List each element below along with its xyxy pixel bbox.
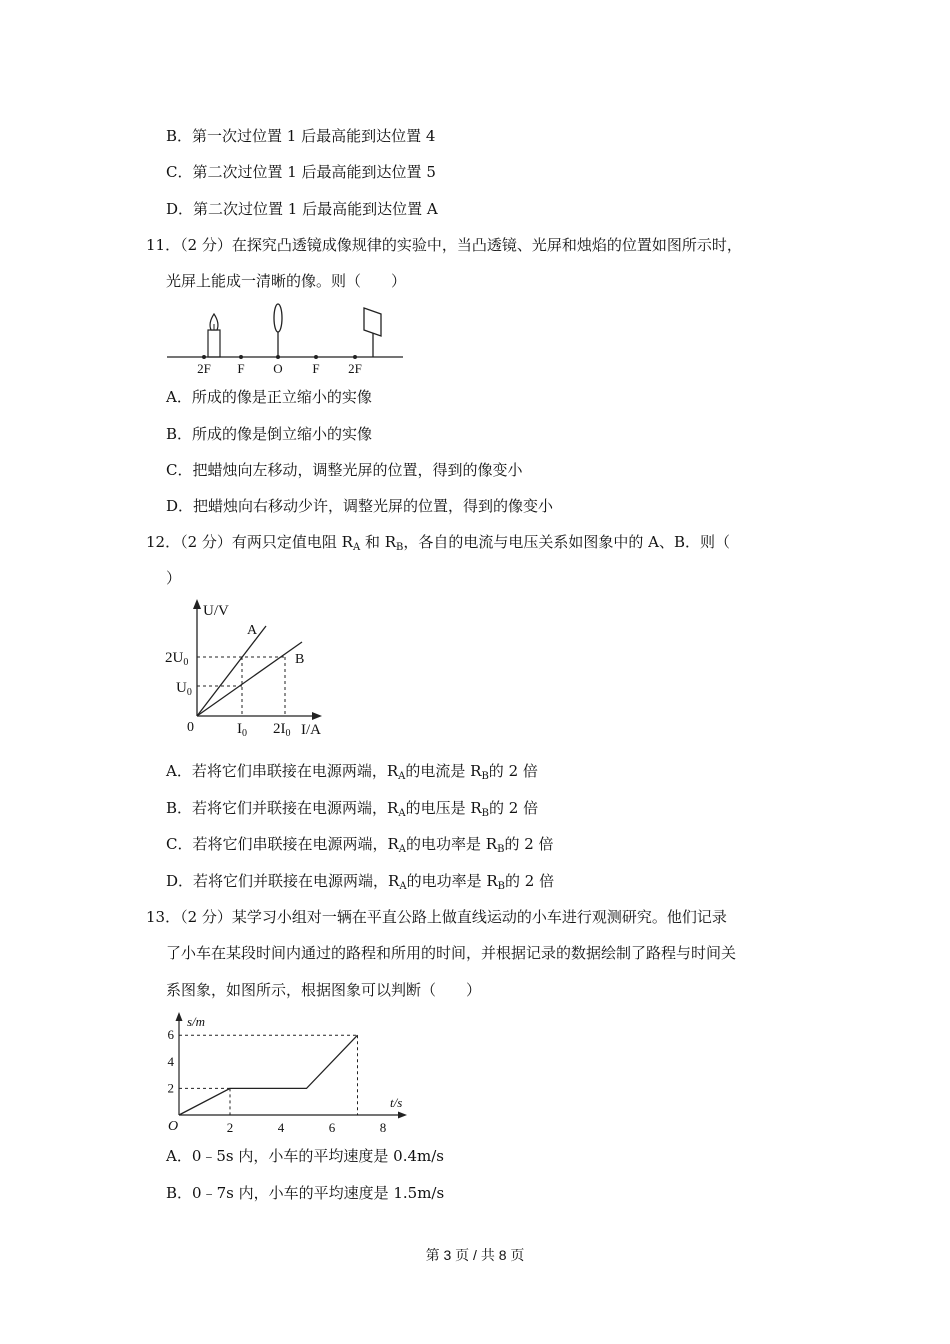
distance-time-line (179, 1035, 358, 1115)
q11-stem-line2: 光屏上能成一清晰的像。则（ ） (166, 272, 407, 290)
y-axis-label: U/V (203, 603, 229, 619)
line-a-label: A (247, 623, 258, 638)
convex-lens-shape (274, 304, 282, 332)
q11-option-d: D．把蜡烛向右移动少许，调整光屏的位置，得到的像变小 (166, 497, 554, 515)
q12-stem-line2: ） (166, 569, 182, 587)
x-tick-2i0: $2I_0$ (273, 721, 291, 739)
q13-option-b: B．0﹣7s 内，小车的平均速度是 1.5m/s (166, 1184, 445, 1202)
st-y-tick-label: 6 (167, 1027, 174, 1043)
q11-stem-line1: 11．（2 分）在探究凸透镜成像规律的实验中，当凸透镜、光屏和烛焰的位置如图所示时， (146, 236, 742, 254)
origin-label: 0 (187, 720, 194, 735)
q13-option-a: A．0﹣5s 内，小车的平均速度是 0.4m/s (166, 1147, 444, 1165)
st-x-tick-label: 8 (379, 1120, 387, 1135)
st-x-axis-label: t/s (390, 1095, 403, 1110)
q13-stem-line3: 系图象，如图所示，根据图象可以判断（ ） (166, 981, 482, 999)
q10-option-c: C．第二次过位置 1 后最高能到达位置 5 (166, 163, 436, 181)
iu-graph (165, 595, 335, 745)
st-origin-label: O (168, 1119, 179, 1134)
y-tick-2u0: $2U_0$ (165, 650, 189, 668)
q12-stem-line1: 12．（2 分）有两只定值电阻 $R_A$ 和 $R_B$，各自的电流与电压关系如图象中的 A、B．则（ (146, 533, 731, 553)
q12-option-b: B．若将它们并联接在电源两端，$R_A$的电压是 $R_B$的 2 倍 (166, 799, 539, 819)
light-screen-shape (364, 308, 381, 336)
q13-stem-line2: 了小车在某段时间内通过的路程和所用的时间，并根据记录的数据绘制了路程与时间关 (166, 944, 737, 962)
st-x-tick-label: 2 (226, 1120, 234, 1135)
tick-label-f-left: F (237, 361, 245, 376)
q13-stem-line1: 13．（2 分）某学习小组对一辆在平直公路上做直线运动的小车进行观测研究。他们记录 (146, 908, 727, 926)
st-y-tick-label: 4 (167, 1053, 174, 1069)
tick-label-f-right: F (312, 361, 320, 376)
q10-option-d: D．第二次过位置 1 后最高能到达位置 A (166, 200, 438, 218)
page-footer: 第 3 页 / 共 8 页 (425, 1247, 525, 1263)
q12-option-c: C．若将它们串联接在电源两端，$R_A$的电功率是 $R_B$的 2 倍 (166, 835, 554, 855)
st-y-tick-label: 2 (167, 1080, 174, 1096)
candle-shape (208, 330, 220, 357)
y-tick-u0: $U_0$ (176, 680, 192, 698)
q11-option-b: B．所成的像是倒立缩小的实像 (166, 425, 373, 443)
line-a (197, 626, 266, 716)
q10-option-b: B．第一次过位置 1 后最高能到达位置 4 (166, 127, 436, 145)
line-b (197, 642, 305, 716)
st-x-tick-label: 4 (277, 1120, 285, 1135)
q12-option-d: D．若将它们并联接在电源两端，$R_A$的电功率是 $R_B$的 2 倍 (166, 872, 555, 892)
q11-option-a: A．所成的像是正立缩小的实像 (166, 388, 372, 406)
st-graph (165, 1010, 415, 1140)
tick-label-o: O (273, 361, 283, 376)
x-tick-i0: $I_0$ (237, 721, 247, 739)
x-axis-label: I/A (301, 722, 321, 738)
st-x-tick-label: 6 (328, 1120, 336, 1135)
st-y-axis-label: s/m (187, 1014, 206, 1029)
q11-option-c: C．把蜡烛向左移动，调整光屏的位置，得到的像变小 (166, 461, 523, 479)
q12-option-a: A．若将它们串联接在电源两端，$R_A$的电流是 $R_B$的 2 倍 (166, 762, 538, 782)
line-b-label: B (295, 652, 305, 667)
tick-label-2f-right: 2F (348, 361, 362, 376)
lens-diagram (165, 300, 410, 378)
tick-label-2f-left: 2F (197, 361, 211, 376)
